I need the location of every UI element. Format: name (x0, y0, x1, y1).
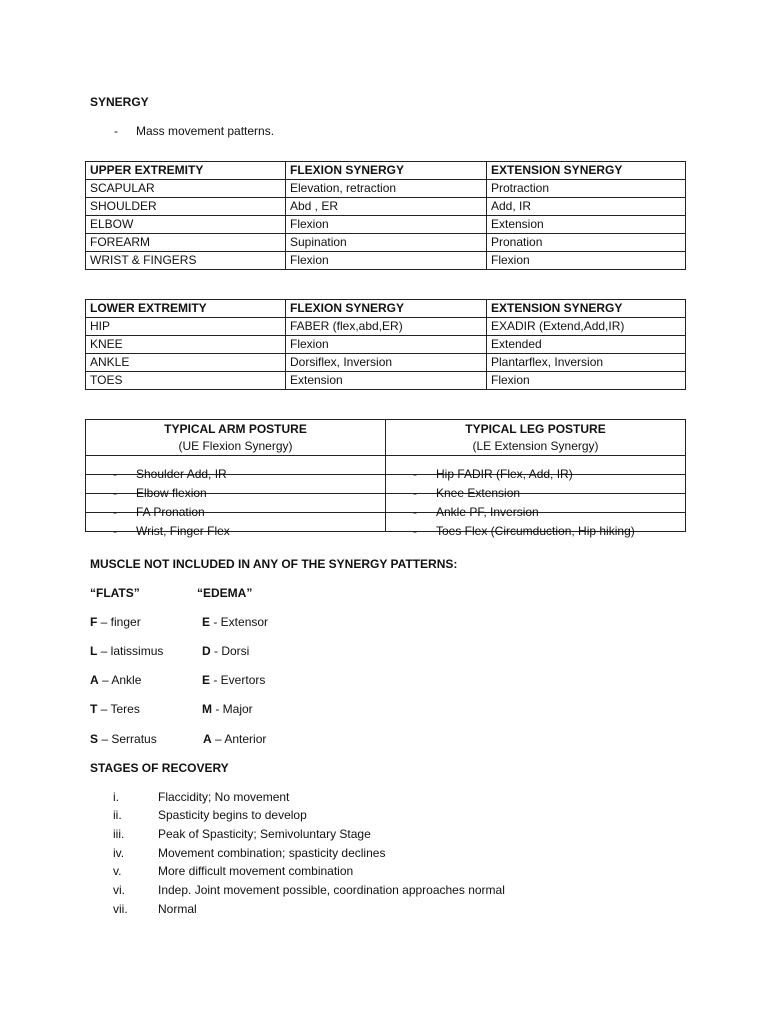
bullet-dash: - (113, 505, 117, 519)
edema-item (203, 732, 266, 746)
header-cell: UPPER EXTREMITY (86, 162, 286, 180)
leg-posture-item (386, 513, 686, 538)
posture-table (85, 419, 686, 538)
mnemonic-text: - Major (212, 702, 253, 716)
table-header-row (86, 300, 686, 318)
arm-posture-subtitle: (UE Flexion Synergy) (178, 439, 293, 453)
stage-text: Normal (158, 902, 197, 916)
table-cell: TOES (86, 372, 286, 390)
table-row (86, 336, 686, 354)
mnemonic-text: - Dorsi (210, 644, 250, 658)
stage-text: Peak of Spasticity; Semivoluntary Stage (158, 827, 371, 841)
leg-posture-item (386, 494, 686, 519)
table-row (86, 318, 686, 336)
arm-posture-text: Wrist, Finger Flex (136, 524, 230, 538)
table-cell: KNEE (86, 336, 286, 354)
header-cell: EXTENSION SYNERGY (487, 300, 686, 318)
leg-posture-header (386, 420, 686, 456)
table-row (86, 475, 686, 494)
arm-posture-text: Shoulder Add, IR (136, 467, 227, 481)
synergy-heading: SYNERGY (90, 95, 149, 109)
table-cell: Flexion (286, 216, 487, 234)
table-row (86, 180, 686, 198)
stage-text: More difficult movement combination (158, 864, 354, 878)
mnemonic-letter: E (202, 615, 211, 629)
bullet-dash: - (113, 486, 117, 500)
table-cell: Extended (487, 336, 686, 354)
table-cell: Extension (286, 372, 487, 390)
table-row (86, 234, 686, 252)
bullet-dash: - (114, 124, 118, 138)
flats-item (90, 673, 141, 687)
table-cell: Plantarflex, Inversion (487, 354, 686, 372)
bullet-dash: - (413, 524, 417, 538)
recovery-heading: STAGES OF RECOVERY (90, 761, 229, 775)
stage-text: Spasticity begins to develop (158, 808, 307, 822)
arm-posture-item (86, 475, 386, 500)
table-cell: Dorsiflex, Inversion (286, 354, 487, 372)
stage-number: i. (113, 790, 119, 804)
leg-posture-title: TYPICAL LEG POSTURE (465, 422, 606, 436)
flats-item (90, 702, 140, 716)
table-cell: Supination (286, 234, 487, 252)
table-row (86, 513, 686, 532)
table-cell: Protraction (487, 180, 686, 198)
upper-extremity-table (85, 161, 686, 270)
edema-item (202, 615, 268, 629)
arm-posture-text: Elbow flexion (136, 486, 207, 500)
table-cell: Flexion (487, 252, 686, 270)
arm-posture-text: FA Pronation (136, 505, 205, 519)
bullet-dash: - (113, 524, 117, 538)
mnemonic-text: – latissimus (97, 644, 164, 658)
mnemonic-text: – Serratus (98, 732, 157, 746)
table-header-row (86, 162, 686, 180)
table-row (86, 456, 686, 475)
arm-posture-item (86, 494, 386, 519)
mnemonic-letter: T (90, 702, 98, 716)
leg-posture-item (386, 475, 686, 500)
table-cell: Elevation, retraction (286, 180, 487, 198)
header-cell: LOWER EXTREMITY (86, 300, 286, 318)
arm-posture-item (86, 513, 386, 538)
mnemonic-letter: A (203, 732, 212, 746)
bullet-dash: - (413, 467, 417, 481)
edema-label: “EDEMA” (197, 586, 253, 600)
table-cell: WRIST & FINGERS (86, 252, 286, 270)
bullet-dash: - (113, 467, 117, 481)
table-cell: SHOULDER (86, 198, 286, 216)
mnemonic-letter: S (90, 732, 99, 746)
header-cell: EXTENSION SYNERGY (487, 162, 686, 180)
stage-number: vi. (113, 883, 125, 897)
table-cell: Extension (487, 216, 686, 234)
stage-number: iii. (113, 827, 125, 841)
leg-posture-text: Ankle PF, Inversion (436, 505, 539, 519)
stage-number: iv. (113, 846, 125, 860)
flats-item (90, 615, 141, 629)
table-cell: ELBOW (86, 216, 286, 234)
leg-posture-text: Toes Flex (Circumduction, Hip hiking) (436, 524, 635, 538)
leg-posture-item (386, 456, 686, 481)
posture-header-row (86, 420, 686, 456)
arm-posture-title: TYPICAL ARM POSTURE (164, 422, 307, 436)
stage-text: Flaccidity; No movement (158, 790, 290, 804)
leg-posture-text: Knee Extension (436, 486, 521, 500)
table-row (86, 494, 686, 513)
stage-text: Indep. Joint movement possible, coordination approaches normal (158, 883, 505, 897)
edema-item (202, 702, 253, 716)
table-cell: Flexion (487, 372, 686, 390)
stage-number: vii. (113, 902, 128, 916)
arm-posture-item (86, 456, 386, 481)
stage-text: Movement combination; spasticity declines (158, 846, 386, 860)
edema-item (202, 644, 249, 658)
bullet-dash: - (413, 505, 417, 519)
flats-item (90, 732, 157, 746)
mnemonic-letter: E (202, 673, 211, 687)
mnemonic-text: - Evertors (210, 673, 266, 687)
table-cell: SCAPULAR (86, 180, 286, 198)
mnemonic-letter: A (90, 673, 99, 687)
mnemonic-letter: L (90, 644, 98, 658)
table-cell: ANKLE (86, 354, 286, 372)
table-row (86, 198, 686, 216)
stage-number: ii. (113, 808, 122, 822)
edema-item (202, 673, 265, 687)
leg-posture-text: Hip FADIR (Flex, Add, IR) (436, 467, 573, 481)
mnemonic-text: – Ankle (98, 673, 142, 687)
mnemonic-text: - Extensor (210, 615, 269, 629)
table-cell: Pronation (487, 234, 686, 252)
synergy-definition: Mass movement patterns. (136, 124, 275, 138)
flats-item (90, 644, 163, 658)
flats-label: “FLATS” (90, 586, 140, 600)
mnemonic-text: – finger (97, 615, 141, 629)
bullet-dash: - (413, 486, 417, 500)
muscles-heading: MUSCLE NOT INCLUDED IN ANY OF THE SYNERGY PATTERNS: (90, 557, 458, 571)
mnemonic-letter: D (202, 644, 211, 658)
mnemonic-text: – Anterior (211, 732, 267, 746)
arm-posture-header (86, 420, 386, 456)
table-row (86, 216, 686, 234)
mnemonic-text: – Teres (97, 702, 140, 716)
mnemonic-letter: F (90, 615, 98, 629)
header-cell: FLEXION SYNERGY (286, 162, 487, 180)
lower-extremity-table (85, 299, 686, 390)
table-cell: Abd , ER (286, 198, 487, 216)
table-row (86, 354, 686, 372)
mnemonic-letter: M (202, 702, 212, 716)
table-cell: FOREARM (86, 234, 286, 252)
table-row (86, 372, 686, 390)
table-row (86, 252, 686, 270)
leg-posture-subtitle: (LE Extension Synergy) (472, 439, 599, 453)
table-cell: Add, IR (487, 198, 686, 216)
table-cell: EXADIR (Extend,Add,IR) (487, 318, 686, 336)
header-cell: FLEXION SYNERGY (286, 300, 487, 318)
table-cell: FABER (flex,abd,ER) (286, 318, 487, 336)
stage-number: v. (113, 864, 122, 878)
table-cell: Flexion (286, 252, 487, 270)
table-cell: HIP (86, 318, 286, 336)
table-cell: Flexion (286, 336, 487, 354)
